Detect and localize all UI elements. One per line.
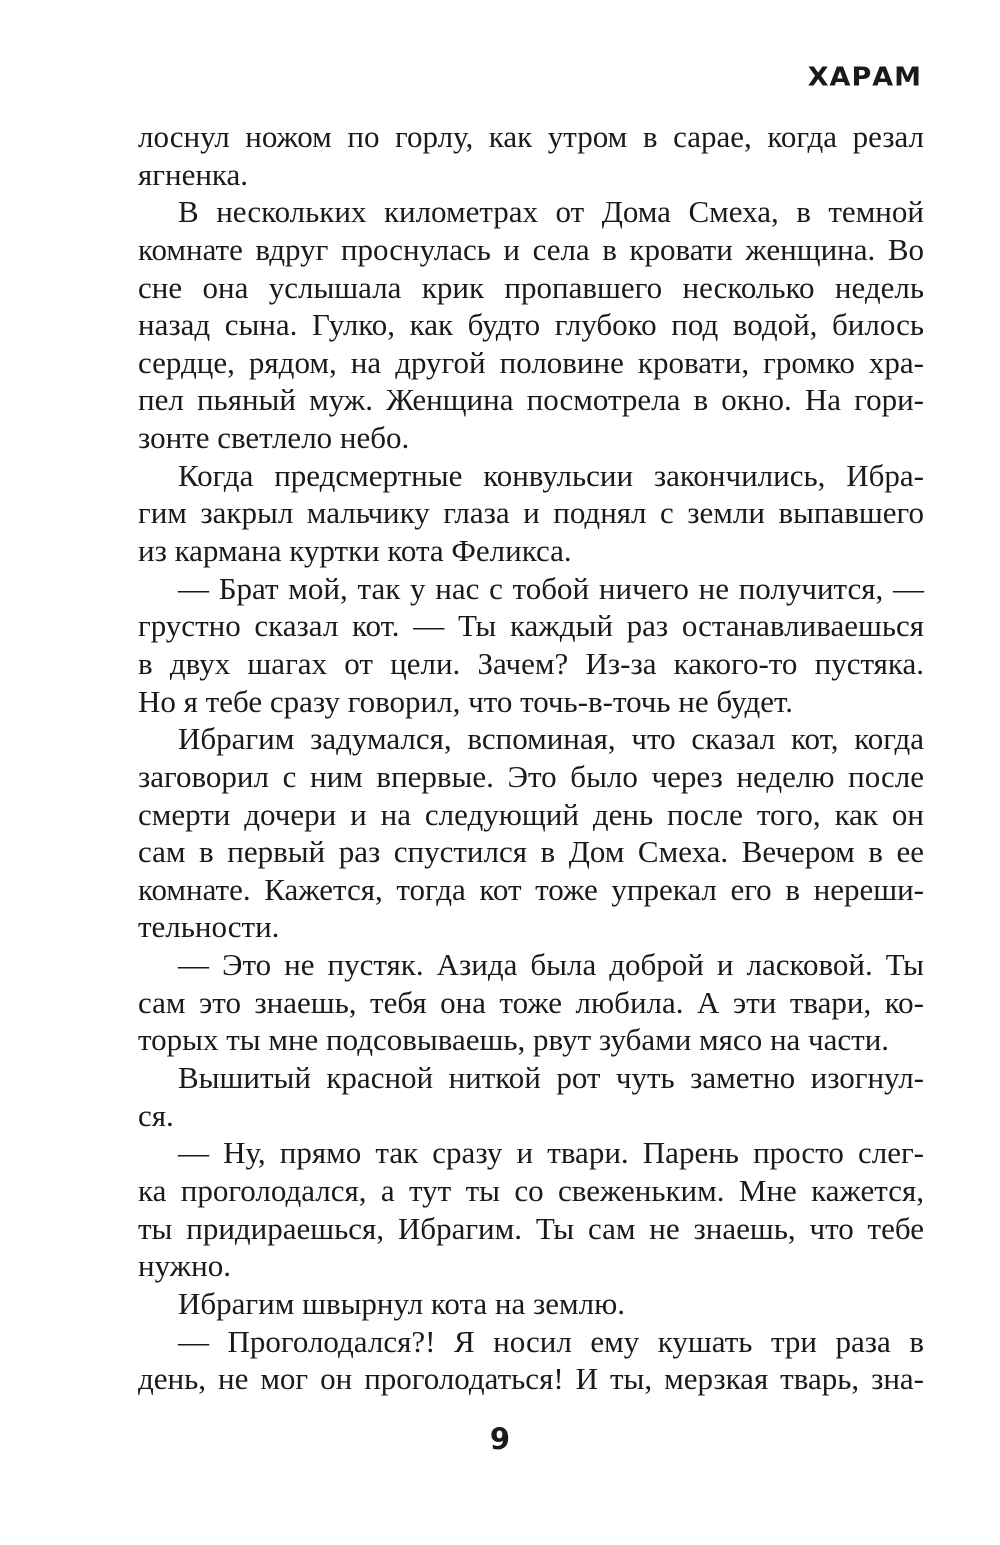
text-line: — Ну, прямо так сразу и твари. Парень просто слег- — [178, 1135, 924, 1171]
text-line: нужно. — [138, 1248, 231, 1284]
text-line: ты придираешься, Ибрагим. Ты сам не знаешь, что тебе — [138, 1210, 924, 1246]
text-line: сам это знаешь, тебя она тоже любила. А эти твари, ко- — [138, 984, 924, 1020]
text-line: лоснул ножом по горлу, как утром в сарае, когда резал — [138, 119, 924, 154]
text-line: — Это не пустяк. Азида была доброй и ласковой. Ты — [178, 947, 924, 983]
text-line: Ибрагим задумался, вспоминая, что сказал кот, когда — [178, 721, 924, 757]
text-line: комнате. Кажется, тогда кот тоже упрекал его в нереши- — [138, 871, 924, 907]
text-line: день, не мог он проголодаться! И ты, мерзкая тварь, зна- — [138, 1361, 924, 1397]
text-line: сне она услышала крик пропавшего несколько недель — [138, 269, 924, 305]
text-line: пел пьяный муж. Женщина посмотрела в окно. На гори- — [138, 382, 924, 418]
text-line: заговорил с ним впервые. Это было через неделю после — [138, 758, 924, 794]
running-head: ХАРАМ — [807, 62, 922, 93]
text-line: зонте светлело небо. — [138, 420, 410, 456]
text-line: смерти дочери и на следующий день после того, как он — [138, 796, 924, 832]
text-line: гим закрыл мальчику глаза и поднял с земли выпавшего — [138, 495, 924, 531]
text-line: ся. — [138, 1097, 174, 1133]
page-number: 9 — [489, 1422, 511, 1456]
text-line: из кармана куртки кота Феликса. — [138, 533, 572, 569]
text-line: В нескольких километрах от Дома Смеха, в темной — [178, 194, 924, 230]
body-text — [138, 118, 924, 1398]
text-line: Ибрагим швырнул кота на землю. — [178, 1285, 625, 1321]
text-line: — Проголодался?! Я носил ему кушать три раза в — [178, 1323, 924, 1359]
text-line: торых ты мне подсовываешь, рвут зубами мясо на части. — [138, 1022, 890, 1058]
text-line: грустно сказал кот. — Ты каждый раз останавливаешься — [138, 608, 924, 644]
text-line: сам в первый раз спустился в Дом Смеха. Вечером в ее — [138, 834, 924, 870]
text-line: ка проголодался, а тут ты со свеженьким. Мне кажется, — [138, 1172, 924, 1208]
text-line: ягненка. — [138, 156, 249, 192]
text-line: назад сына. Гулко, как будто глубоко под водой, билось — [138, 307, 924, 343]
text-line: комнате вдруг проснулась и села в кровати женщина. Во — [138, 231, 924, 267]
text-line: в двух шагах от цели. Зачем? Из-за какого-то пустяка. — [138, 645, 924, 681]
text-line: Вышитый красной ниткой рот чуть заметно изогнул- — [178, 1060, 924, 1096]
text-line: тельности. — [138, 909, 280, 945]
text-line: сердце, рядом, на другой половине кровати, громко хра- — [138, 344, 924, 380]
text-line: — Брат мой, так у нас с тобой ничего не получится, — — [178, 570, 924, 606]
text-line: Когда предсмертные конвульсии закончились, Ибра- — [178, 457, 924, 493]
text-line: Но я тебе сразу говорил, что точь-в-точь не будет. — [138, 683, 793, 719]
